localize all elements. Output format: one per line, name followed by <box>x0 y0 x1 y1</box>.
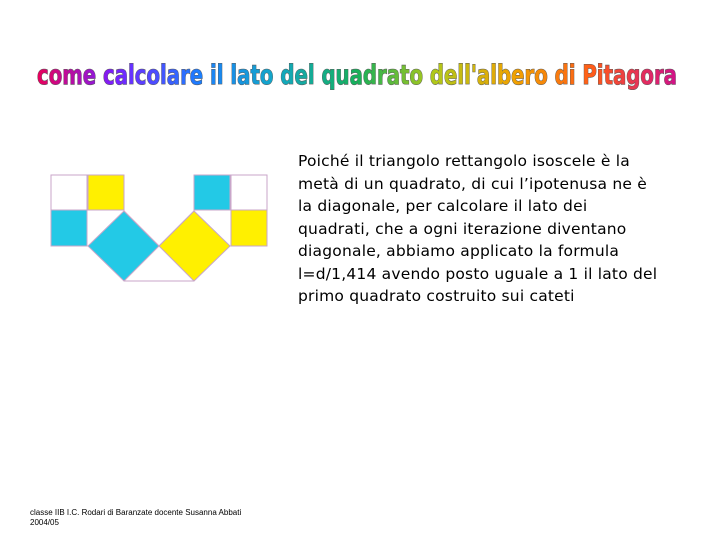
square-outline-right <box>231 175 267 210</box>
pythagoras-tree-icon <box>46 170 276 285</box>
paragraph-line: l=d/1,414 avendo posto uguale a 1 il lato del <box>298 264 658 283</box>
paragraph-line: Poiché il triangolo rettangolo isoscele è la <box>298 152 630 170</box>
footer-line-class: classe IIB I.C. Rodari di Baranzate docente Susanna Abbati <box>30 508 242 517</box>
square-yellow-small-right <box>231 210 267 246</box>
slide-title-text: come calcolare il lato del quadrato dell'albero di Pitagora <box>37 60 677 91</box>
paragraph-line: la diagonale, per calcolare il lato dei <box>298 197 588 215</box>
slide-title <box>0 52 720 100</box>
footer-line-year: 2004/05 <box>30 518 59 527</box>
pythagoras-tree-figure <box>46 170 276 285</box>
square-cyan-large <box>88 211 159 281</box>
footer-credits <box>30 508 241 528</box>
square-cyan-small-left <box>51 210 87 246</box>
paragraph-line: quadrati, che a ogni iterazione diventano <box>298 219 627 238</box>
square-outline-left <box>51 175 87 210</box>
explanation-paragraph <box>298 150 693 308</box>
paragraph-line: metà di un quadrato, di cui l’ipotenusa ne è <box>298 174 647 193</box>
paragraph-line: primo quadrato costruito sui cateti <box>298 287 575 305</box>
square-yellow-small-left <box>88 175 124 210</box>
slide-title-graphic <box>0 52 720 100</box>
square-yellow-large <box>159 211 230 281</box>
square-cyan-small-right <box>194 175 230 210</box>
paragraph-line: diagonale, abbiamo applicato la formula <box>298 242 620 260</box>
